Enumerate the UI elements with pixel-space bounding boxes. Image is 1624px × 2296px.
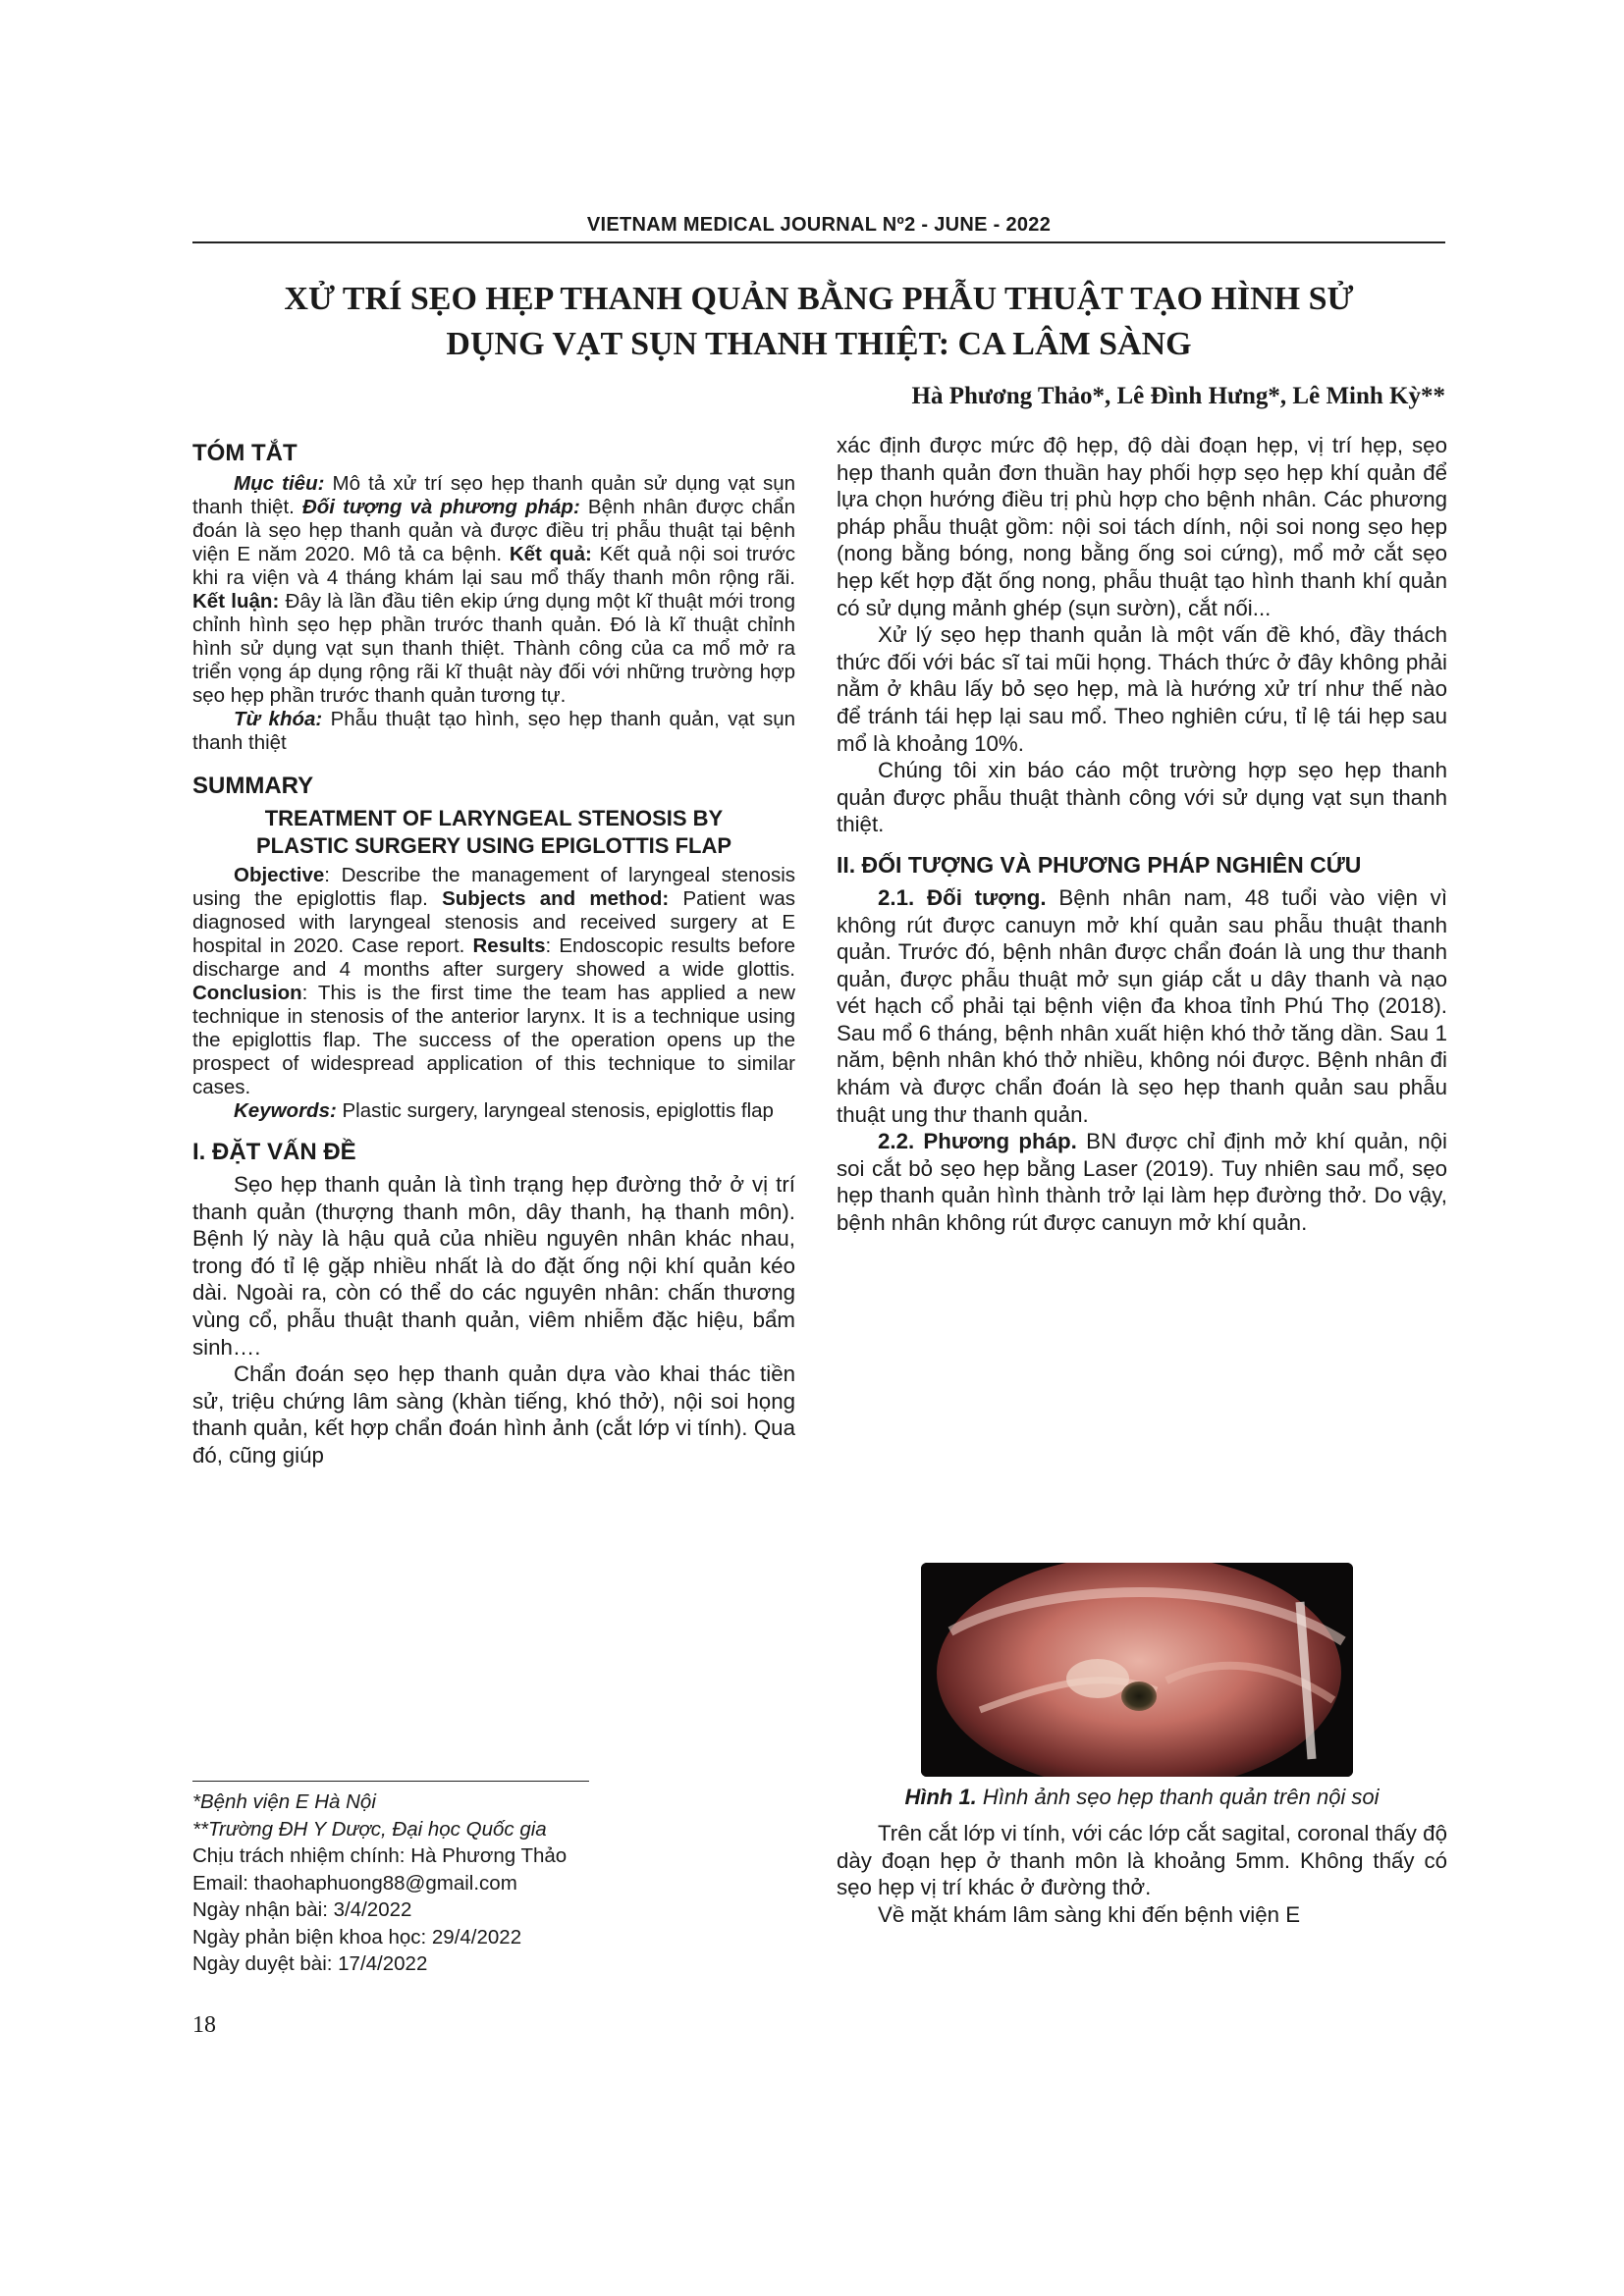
summary-title-line-1: TREATMENT OF LARYNGEAL STENOSIS BY: [264, 806, 724, 830]
conclusion-label: Conclusion: [192, 982, 302, 1004]
section2-2-text: BN được chỉ định mở khí quản, nội soi cắt bỏ sẹo hẹp bằng Laser (2019). Tuy nhiên sau mổ, sẹo hẹp thanh quản hình thành trở lại làm hẹp đường thở. Do vậy, bệnh nhân không rút được canuyn mở khí quản.: [837, 1129, 1447, 1236]
figure-caption-label: Hình 1.: [904, 1785, 977, 1809]
section2-2-label: 2.2. Phương pháp.: [878, 1129, 1077, 1154]
tu-khoa-text: Phẫu thuật tạo hình, sẹo hẹp thanh quản, vạt sụn thanh thiệt: [192, 708, 795, 754]
section2-2-paragraph: [837, 1128, 1447, 1236]
summary-title: [192, 805, 795, 860]
conclusion-text: : This is the first time the team has applied a new technique in stenosis of the anterior larynx. It is a technique using the epiglottis flap. The success of the operation opens up the prospect of widespread application of this technique to similar cases.: [192, 982, 795, 1098]
tomtat-abstract: [192, 472, 795, 755]
ket-qua-text: Kết quả nội soi trước khi ra viện và 4 tháng khám lại sau mổ thấy thanh môn rộng rãi.: [192, 543, 796, 589]
section1-paragraph-1: Sẹo hẹp thanh quản là tình trạng hẹp đường thở ở vị trí thanh quản (thượng thanh môn, dây thanh, hạ thanh môn). Bệnh lý này là hậu quả của nhiều nguyên nhân khác nhau, trong đó tỉ lệ gặp nhiều nhất là do đặt ống nội khí quản kéo dài. Ngoài ra, còn có thể do các nguyên nhân: chấn thương vùng cổ, phẫu thuật thanh quản, viêm nhiễm đặc hiệu, bẩm sinh….: [192, 1172, 795, 1360]
footnote-email: Email: thaohaphuong88@gmail.com: [192, 1871, 517, 1895]
summary-paragraph: [192, 864, 795, 1099]
summary-title-line-2: PLASTIC SURGERY USING EPIGLOTTIS FLAP: [255, 833, 732, 858]
ket-luan-text: Đây là lần đầu tiên ekip ứng dụng một kĩ thuật mới trong chỉnh hình sẹo hẹp phần trước thanh quản. Đó là kĩ thuật chỉnh hình sử dụng vạt sụn thanh thiệt. Thành công của ca mổ mở ra triển vọng áp dụng rộng rãi kĩ thuật này đối với những trường hợp sẹo hẹp phần trước thanh quản tương tự.: [192, 590, 795, 707]
journal-header: VIETNAM MEDICAL JOURNAL Nº2 - JUNE - 2022: [586, 214, 1052, 236]
keywords-text: Plastic surgery, laryngeal stenosis, epiglottis flap: [336, 1099, 774, 1122]
subjects-text: Patient was diagnosed with laryngeal stenosis and received surgery at E hospital in 2020. Case report.: [192, 887, 795, 957]
summary-heading: SUMMARY: [192, 773, 314, 799]
ct-paragraph: Trên cắt lớp vi tính, với các lớp cắt sagital, coronal thấy độ dày đoạn hẹp ở thanh môn là khoảng 5mm. Không thấy có sẹo hẹp vị trí khác ở đường thở.: [837, 1821, 1447, 1900]
header-rule: [192, 241, 1445, 243]
title-line-2: DỤNG VẠT SỤN THANH THIỆT: CA LÂM SÀNG: [446, 326, 1192, 362]
title-line-1: XỬ TRÍ SẸO HẸP THANH QUẢN BẰNG PHẪU THUẬT TẠO HÌNH SỬ: [284, 281, 1354, 317]
ket-qua-label: Kết quả:: [509, 543, 592, 565]
tu-khoa-paragraph: [192, 708, 795, 755]
ket-luan-label: Kết luận:: [192, 590, 280, 613]
section2-1-paragraph: [837, 884, 1447, 1128]
figure-caption: [837, 1785, 1447, 1810]
tomtat-paragraph: [192, 472, 795, 708]
summary-abstract: [192, 864, 795, 1123]
tomtat-heading: TÓM TẮT: [192, 440, 298, 466]
objective-label: Objective: [234, 864, 325, 886]
section1-paragraph-3: Xử lý sẹo hẹp thanh quản là một vấn đề khó, đầy thách thức đối với bác sĩ tai mũi họng. Thách thức ở đây không phải nằm ở khâu lấy bỏ sẹo hẹp, mà là hướng xử trí như thế nào để tránh tái hẹp lại sau mổ. Theo nghiên cứu, tỉ lệ tái hẹp sau mổ là khoảng 10%.: [837, 622, 1447, 756]
section2-heading: II. ĐỐI TƯỢNG VÀ PHƯƠNG PHÁP NGHIÊN CỨU: [837, 851, 1362, 878]
page-number: 18: [192, 2012, 216, 2038]
keywords-label: Keywords:: [234, 1099, 337, 1122]
section1-heading: I. ĐẶT VẤN ĐỀ: [192, 1139, 356, 1165]
left-column: [192, 432, 795, 1469]
endoscopy-image: [921, 1563, 1353, 1777]
section1-body-continued: [837, 432, 1447, 838]
muc-tieu-label: Mục tiêu:: [234, 472, 325, 495]
footnotes: [192, 1789, 782, 1978]
section2-1-label: 2.1. Đối tượng.: [878, 884, 1047, 910]
article-title: [192, 277, 1445, 367]
right-column: [837, 432, 1447, 1237]
section2-1-text: Bệnh nhân nam, 48 tuổi vào viện vì không rút được canuyn mở khí quản sau phẫu thuật thanh quản. Trước đó, bệnh nhân được chẩn đoán là ung thư thanh quản, được phẫu thuật mở sụn giáp cắt u dây thanh và nạo vét hạch cổ phải tại bệnh viện đa khoa tỉnh Phú Thọ (2018). Sau mổ 6 tháng, bệnh nhân xuất hiện khó thở tăng dần. Sau 1 năm, bệnh nhân khó thở nhiều, không nói được. Bệnh nhân đi khám và được chẩn đoán là sẹo hẹp thanh quản sau phẫu thuật ung thư thanh quản.: [837, 884, 1448, 1127]
footnote-reviewed: Ngày phản biện khoa học: 29/4/2022: [192, 1925, 522, 1949]
doi-tuong-label: Đối tượng và phương pháp:: [301, 496, 580, 518]
section1-body: [192, 1171, 795, 1469]
doi-tuong-text: Bệnh nhân được chẩn đoán là sẹo hẹp thanh quản và được điều trị phẫu thuật tại bệnh viện E năm 2020. Mô tả ca bệnh.: [192, 496, 795, 565]
tu-khoa-label: Từ khóa:: [234, 708, 323, 730]
endoscopy-figure: [921, 1563, 1353, 1777]
section1-paragraph-2: Chẩn đoán sẹo hẹp thanh quản dựa vào khai thác tiền sử, triệu chứng lâm sàng (khàn tiếng, khó thở), nội soi họng thanh quản, kết hợp chẩn đoán hình ảnh (cắt lớp vi tính). Qua đó, cũng giúp: [192, 1362, 795, 1468]
authors: Hà Phương Thảo*, Lê Đình Hưng*, Lê Minh Kỳ**: [911, 383, 1445, 409]
results-label: Results: [472, 934, 546, 957]
footnote-affiliation-1: *Bệnh viện E Hà Nội: [192, 1790, 376, 1813]
objective-text: : Describe the management of laryngeal stenosis using the epiglottis flap.: [192, 864, 795, 910]
footnote-accepted: Ngày duyệt bài: 17/4/2022: [192, 1952, 428, 1975]
results-text: : Endoscopic results before discharge and 4 months after surgery showed a wide glottis.: [192, 934, 796, 981]
muc-tieu-text: Mô tả xử trí sẹo hẹp thanh quản sử dụng vạt sụn thanh thiệt.: [192, 472, 796, 518]
figure-caption-text: Hình ảnh sẹo hẹp thanh quản trên nội soi: [976, 1785, 1380, 1809]
footnote-corresponding: Chịu trách nhiệm chính: Hà Phương Thảo: [192, 1844, 568, 1867]
last-paragraph: Về mặt khám lâm sàng khi đến bệnh viện E: [878, 1901, 1301, 1927]
section2-body: [837, 884, 1447, 1237]
keywords-paragraph: [192, 1099, 795, 1123]
section2-after-figure: [837, 1820, 1447, 1928]
footnote-received: Ngày nhận bài: 3/4/2022: [192, 1898, 412, 1921]
footnote-affiliation-2: **Trường ĐH Y Dược, Đại học Quốc gia: [192, 1817, 547, 1841]
subjects-label: Subjects and method:: [442, 887, 670, 910]
footnote-rule: [192, 1781, 589, 1782]
section1-paragraph-4: Chúng tôi xin báo cáo một trường hợp sẹo hẹp thanh quản được phẫu thuật thành công với sử dụng vạt sụn thanh thiệt.: [837, 758, 1447, 837]
section1-paragraph-2-continued: xác định được mức độ hẹp, độ dài đoạn hẹp, vị trí hẹp, sẹo hẹp thanh quản đơn thuần hay phối hợp sẹo hẹp khí quản để lựa chọn hướng điều trị phù hợp cho bệnh nhân. Các phương pháp phẫu thuật gồm: nội soi tách dính, nội soi nong sẹo hẹp (nong bằng bóng, nong bằng ống soi cứng), mổ mở cắt sẹo hẹp kết hợp đặt ống nong, phẫu thuật tạo hình thanh khí quản có sử dụng mảnh ghép (sụn sườn), cắt nối...: [837, 433, 1447, 620]
